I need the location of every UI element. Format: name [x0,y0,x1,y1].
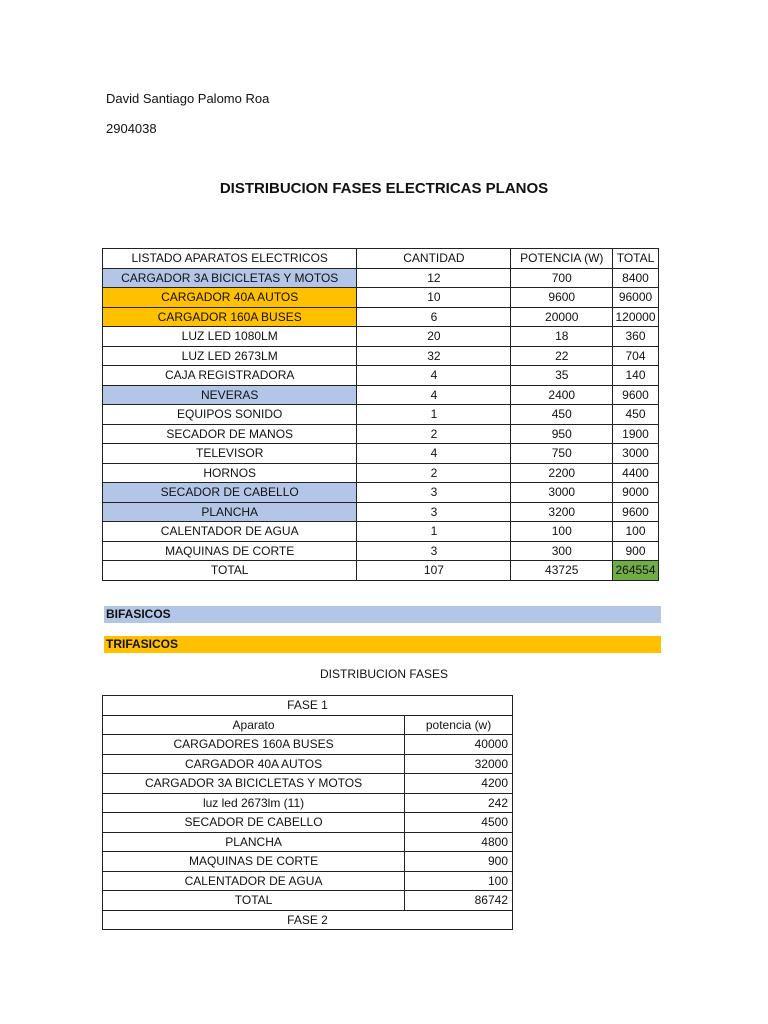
quantity-cell: 3 [357,541,511,561]
power-cell: 3200 [511,502,613,522]
table-row [103,541,659,561]
table-row [103,385,659,405]
phase-power-cell: 4500 [405,813,513,833]
phase-distribution-table [102,695,513,930]
appliance-name-cell: PLANCHA [103,502,357,522]
phase-appliance-cell: CARGADOR 40A AUTOS [103,754,405,774]
phase-header-aparato: Aparato [103,715,405,735]
total-quantity-cell: 107 [357,561,511,581]
appliance-name-cell: NEVERAS [103,385,357,405]
total-cell: 9600 [613,385,659,405]
quantity-cell: 4 [357,385,511,405]
table-row [103,346,659,366]
header-cell-qty: CANTIDAD [357,249,511,269]
phase1-title: FASE 1 [103,696,513,716]
phase-appliance-cell: CARGADORES 160A BUSES [103,735,405,755]
student-code: 2904038 [106,121,157,136]
quantity-cell: 3 [357,483,511,503]
quantity-cell: 2 [357,424,511,444]
total-cell: 8400 [613,268,659,288]
phase-total-row [103,891,513,911]
phase-power-cell: 4200 [405,774,513,794]
table-row [103,327,659,347]
appliance-name-cell: HORNOS [103,463,357,483]
bifasicos-legend: BIFASICOS [104,606,661,623]
phase-power-cell: 900 [405,852,513,872]
total-cell: 96000 [613,288,659,308]
power-cell: 20000 [511,307,613,327]
power-cell: 450 [511,405,613,425]
total-cell: 4400 [613,463,659,483]
quantity-cell: 4 [357,444,511,464]
power-cell: 3000 [511,483,613,503]
appliance-name-cell: MAQUINAS DE CORTE [103,541,357,561]
table-row [103,405,659,425]
appliance-name-cell: CARGADOR 3A BICICLETAS Y MOTOS [103,268,357,288]
power-cell: 18 [511,327,613,347]
appliance-name-cell: EQUIPOS SONIDO [103,405,357,425]
phase-appliance-cell: MAQUINAS DE CORTE [103,852,405,872]
phase-row [103,754,513,774]
appliance-name-cell: LUZ LED 1080LM [103,327,357,347]
phase-row [103,774,513,794]
power-cell: 35 [511,366,613,386]
phase-header-potencia: potencia (w) [405,715,513,735]
total-cell: 9600 [613,502,659,522]
total-cell: 9000 [613,483,659,503]
appliance-name-cell: SECADOR DE CABELLO [103,483,357,503]
quantity-cell: 2 [357,463,511,483]
phase1-title-row [103,696,513,716]
header-cell-name: LISTADO APARATOS ELECTRICOS [103,249,357,269]
phase-appliance-cell: SECADOR DE CABELLO [103,813,405,833]
power-cell: 9600 [511,288,613,308]
quantity-cell: 1 [357,522,511,542]
phase-power-cell: 100 [405,871,513,891]
table-row [103,522,659,542]
distribution-subtitle: DISTRIBUCION FASES [319,667,449,681]
appliance-table [102,248,659,581]
table-row [103,483,659,503]
quantity-cell: 10 [357,288,511,308]
phase-appliance-cell: CALENTADOR DE AGUA [103,871,405,891]
phase-total-label: TOTAL [103,891,405,911]
header-cell-total: TOTAL [613,249,659,269]
total-cell: 1900 [613,424,659,444]
appliance-name-cell: TELEVISOR [103,444,357,464]
phase-power-cell: 40000 [405,735,513,755]
table-row [103,366,659,386]
total-cell: 450 [613,405,659,425]
total-power-cell: 43725 [511,561,613,581]
power-cell: 2200 [511,463,613,483]
power-cell: 300 [511,541,613,561]
total-cell: 3000 [613,444,659,464]
phase-row [103,813,513,833]
quantity-cell: 12 [357,268,511,288]
quantity-cell: 6 [357,307,511,327]
table-row [103,288,659,308]
phase-total-value: 86742 [405,891,513,911]
quantity-cell: 1 [357,405,511,425]
phase2-title: FASE 2 [103,910,513,930]
phase-row [103,852,513,872]
table-row [103,268,659,288]
power-cell: 2400 [511,385,613,405]
phase-appliance-cell: PLANCHA [103,832,405,852]
phase-row [103,832,513,852]
total-cell: 140 [613,366,659,386]
total-cell: 900 [613,541,659,561]
phase-row [103,735,513,755]
appliance-name-cell: CAJA REGISTRADORA [103,366,357,386]
header-cell-power: POTENCIA (W) [511,249,613,269]
appliance-name-cell: SECADOR DE MANOS [103,424,357,444]
phase-row [103,871,513,891]
power-cell: 100 [511,522,613,542]
appliance-name-cell: CALENTADOR DE AGUA [103,522,357,542]
appliance-name-cell: LUZ LED 2673LM [103,346,357,366]
power-cell: 700 [511,268,613,288]
table-total-row [103,561,659,581]
author-name: David Santiago Palomo Roa [106,91,270,106]
quantity-cell: 3 [357,502,511,522]
power-cell: 22 [511,346,613,366]
phase-appliance-cell: CARGADOR 3A BICICLETAS Y MOTOS [103,774,405,794]
grand-total-cell: 264554 [613,561,659,581]
phase-appliance-cell: luz led 2673lm (11) [103,793,405,813]
quantity-cell: 20 [357,327,511,347]
appliance-name-cell: CARGADOR 160A BUSES [103,307,357,327]
phase2-title-row [103,910,513,930]
phase-power-cell: 32000 [405,754,513,774]
phase-power-cell: 4800 [405,832,513,852]
total-cell: 360 [613,327,659,347]
phase-power-cell: 242 [405,793,513,813]
page-title: DISTRIBUCION FASES ELECTRICAS PLANOS [219,180,549,197]
table-row [103,307,659,327]
table-row [103,444,659,464]
power-cell: 950 [511,424,613,444]
phase-row [103,793,513,813]
table-header-row [103,249,659,269]
quantity-cell: 32 [357,346,511,366]
table-row [103,424,659,444]
total-cell: 100 [613,522,659,542]
quantity-cell: 4 [357,366,511,386]
appliance-name-cell: CARGADOR 40A AUTOS [103,288,357,308]
trifasicos-legend: TRIFASICOS [104,636,661,653]
table-row [103,463,659,483]
table-row [103,502,659,522]
total-cell: 120000 [613,307,659,327]
total-cell: 704 [613,346,659,366]
phase-header-row [103,715,513,735]
total-label-cell: TOTAL [103,561,357,581]
power-cell: 750 [511,444,613,464]
